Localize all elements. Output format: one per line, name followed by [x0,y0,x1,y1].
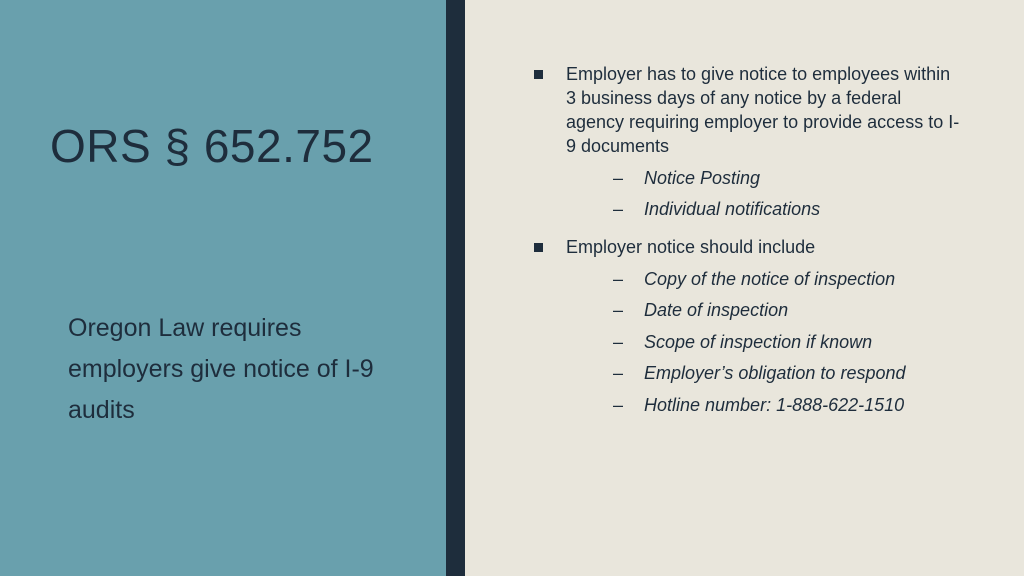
dash-icon: – [613,268,624,289]
square-bullet-icon [534,70,543,79]
square-bullet-icon [534,243,543,252]
sub-item [566,361,962,385]
slide-subtitle: Oregon Law requires employers give notice of I-9 audits [68,314,374,424]
sub-item-text: Date of inspection [644,300,789,320]
sub-item-text: Notice Posting [644,167,761,188]
bullet-item [532,62,962,221]
sub-item [566,393,962,417]
sub-item-text: Employer’s obligation to respond [644,363,906,383]
dash-icon: – [613,331,624,352]
bullet-text: Employer notice should include [566,237,816,257]
sub-item-text: Scope of inspection if known [644,331,873,352]
sub-list [566,166,962,222]
dash-icon: – [613,167,624,188]
dash-icon: – [613,199,624,219]
sub-item [566,166,962,190]
sub-list [566,267,962,417]
sub-item [566,298,962,322]
sub-item [566,267,962,291]
divider-bar [446,0,465,576]
sub-item [566,330,962,354]
bullet-list [532,62,962,417]
sub-item [566,197,962,221]
bullet-text: Employer has to give notice to employees within 3 business days of any notice by a federal agency requiring employer to provide access to I-9 documents [566,64,960,156]
left-panel [0,0,446,576]
slide-title: ORS § 652.752 [50,120,374,172]
dash-icon: – [613,394,624,415]
sub-item-text: Individual notifications [644,199,821,219]
sub-item-text: Copy of the notice of inspection [644,268,896,289]
dash-icon: – [613,300,624,320]
sub-item-text: Hotline number: 1-888-622-1510 [644,394,905,415]
dash-icon: – [613,363,624,383]
bullet-item [532,235,962,417]
